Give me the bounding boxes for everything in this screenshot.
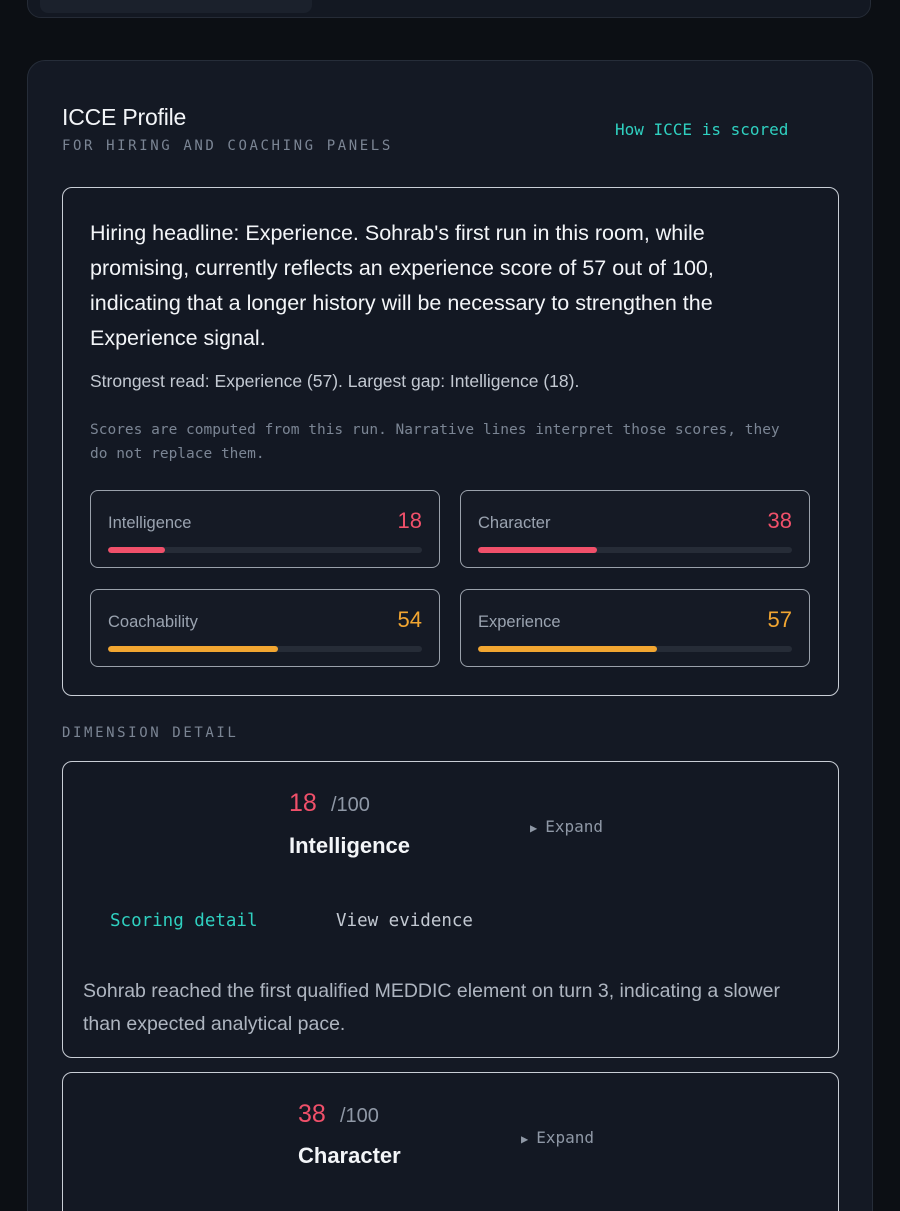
- expand-label: Expand: [545, 817, 604, 836]
- panel-title: ICCE Profile: [62, 104, 187, 130]
- score-bar-track: [108, 646, 422, 652]
- score-value: 18: [397, 508, 422, 533]
- expand-triangle-icon: ▶: [530, 821, 538, 835]
- score-bar-track: [478, 547, 792, 553]
- how-icce-scored-link[interactable]: How ICCE is scored: [615, 120, 789, 139]
- previous-card-bar: [40, 0, 312, 13]
- score-bar-fill: [478, 547, 597, 553]
- dimension-score: 38: [298, 1100, 326, 1128]
- score-tile-intelligence: [90, 490, 440, 568]
- expand-button[interactable]: [521, 1128, 594, 1147]
- dimension-name: Character: [298, 1143, 401, 1168]
- hiring-headline: Hiring headline: Experience. Sohrab's first run in this room, while promising, currently reflects an experience score of 57 out of 100, indicating that a longer history will be necessary to strengthen the Experience signal.: [90, 221, 714, 350]
- tab-scoring-detail[interactable]: Scoring detail: [110, 911, 258, 931]
- score-tile-character: [460, 490, 810, 568]
- expand-button[interactable]: [530, 817, 603, 836]
- score-value: 57: [767, 607, 792, 632]
- tab-view-evidence[interactable]: View evidence: [336, 911, 473, 931]
- score-label: Intelligence: [108, 514, 192, 532]
- score-value: 38: [767, 508, 792, 533]
- score-tile-experience: [460, 589, 810, 667]
- dimension-score-max: /100: [331, 794, 370, 816]
- score-label: Character: [478, 514, 551, 532]
- score-tile-coachability: [90, 589, 440, 667]
- score-bar-fill: [108, 646, 278, 652]
- expand-triangle-icon: ▶: [521, 1132, 529, 1146]
- score-disclaimer: Scores are computed from this run. Narrative lines interpret those scores, they do not replace them.: [90, 422, 780, 462]
- score-label: Coachability: [108, 613, 198, 631]
- expand-label: Expand: [536, 1128, 595, 1147]
- score-bar-fill: [478, 646, 657, 652]
- dimension-card-character: [62, 1072, 839, 1211]
- score-bar-track: [108, 547, 422, 553]
- score-value: 54: [397, 607, 422, 632]
- score-bar-fill: [108, 547, 165, 553]
- strongest-read-summary: Strongest read: Experience (57). Largest gap: Intelligence (18).: [90, 371, 580, 391]
- score-label: Experience: [478, 613, 561, 631]
- dimension-detail-heading: DIMENSION DETAIL: [62, 725, 239, 741]
- panel-subtitle: FOR HIRING AND COACHING PANELS: [62, 138, 393, 154]
- score-bar-track: [478, 646, 792, 652]
- dimension-name: Intelligence: [289, 833, 411, 858]
- previous-card: [27, 0, 871, 18]
- dimension-score-max: /100: [340, 1105, 379, 1127]
- dimension-summary: Sohrab reached the first qualified MEDDIC element on turn 3, indicating a slower than expected analytical pace.: [83, 980, 780, 1035]
- dimension-score: 18: [289, 789, 317, 817]
